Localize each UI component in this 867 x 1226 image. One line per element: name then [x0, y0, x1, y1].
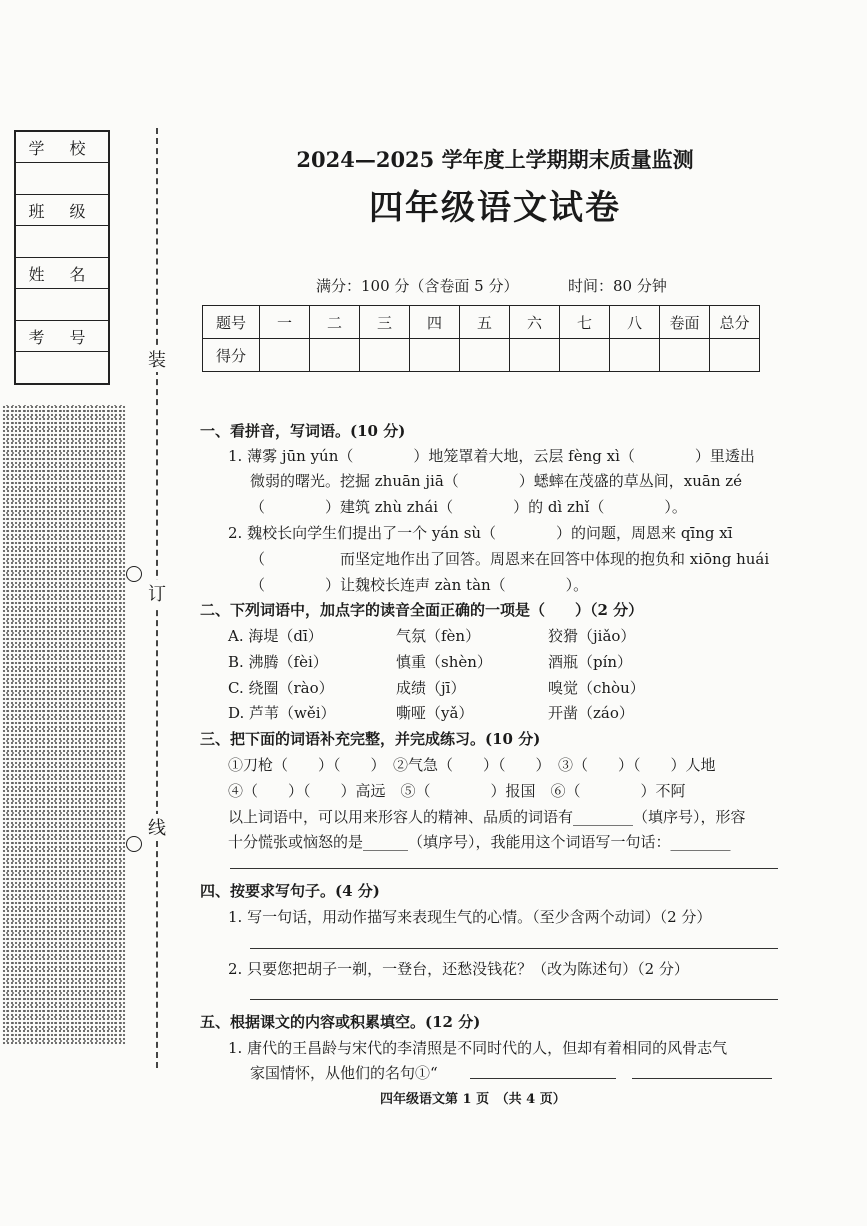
score-table-header-row — [203, 306, 760, 339]
s2-option: 开凿（záo） — [548, 704, 634, 722]
score-cell[interactable] — [560, 339, 610, 372]
s2-option: 嗅觉（chòu） — [548, 679, 645, 697]
s1-line: 2. 魏校长向学生们提出了一个 yán sù（ ）的问题，周恩来 qīng xī — [228, 524, 733, 542]
label-class: 班 级 — [16, 195, 108, 226]
score-cell[interactable] — [660, 339, 710, 372]
score-table — [202, 305, 760, 372]
section-3-title: 三、把下面的词语补充完整，并完成练习。(10 分) — [200, 730, 541, 748]
binding-hole-icon — [126, 566, 142, 582]
score-table-header: 五 — [460, 306, 510, 339]
score-cell[interactable] — [510, 339, 560, 372]
score-table-header: 题号 — [203, 306, 260, 339]
student-info-box — [14, 130, 110, 385]
s2-option: 成绩（jī） — [396, 679, 466, 697]
page-footer: 四年级语文第 1 页 （共 4 页） — [380, 1092, 566, 1107]
score-table-score-row — [203, 339, 760, 372]
s1-line: （ 而坚定地作出了回答。周恩来在回答中体现的抱负和 xiōng huái — [250, 550, 770, 568]
s2-option: 气氛（fèn） — [396, 627, 481, 645]
score-row-label: 得分 — [203, 339, 260, 372]
s3-answer-line[interactable] — [230, 868, 778, 869]
score-table-header: 六 — [510, 306, 560, 339]
subject-title: 四年级语文试卷 — [369, 188, 621, 228]
score-info: 满分：100 分（含卷面 5 分） — [316, 277, 519, 295]
field-class[interactable] — [16, 226, 108, 258]
score-cell[interactable] — [610, 339, 660, 372]
s1-line: 微弱的曙光。挖掘 zhuān jiā（ ）蟋蟀在茂盛的草丛间，xuān zé — [250, 472, 743, 490]
s3-line: 以上词语中，可以用来形容人的精神、品质的词语有________（填序号），形容 — [228, 808, 746, 826]
score-table-header: 四 — [410, 306, 460, 339]
score-cell[interactable] — [410, 339, 460, 372]
score-table-header: 八 — [610, 306, 660, 339]
s3-line: 十分慌张或恼怒的是______（填序号），我能用这个词语写一句话：________ — [228, 833, 731, 851]
section-4-title: 四、按要求写句子。(4 分) — [200, 882, 380, 900]
time-info: 时间：80 分钟 — [568, 277, 667, 295]
binding-hole-icon — [126, 836, 142, 852]
section-5-title: 五、根据课文的内容或积累填空。(12 分) — [200, 1013, 481, 1031]
field-school[interactable] — [16, 163, 108, 195]
score-table-header: 七 — [560, 306, 610, 339]
s1-line: 1. 薄雾 jūn yún（ ）地笼罩着大地，云层 fèng xì（ ）里透出 — [228, 447, 755, 465]
s5-line: 家国情怀，从他们的名句①“ — [250, 1064, 438, 1082]
score-table-header: 总分 — [710, 306, 760, 339]
score-cell[interactable] — [310, 339, 360, 372]
field-exam-number[interactable] — [16, 352, 108, 383]
exam-title: 2024—2025 学年度上学期期末质量监测 — [296, 147, 694, 172]
s4-q2-answer-line[interactable] — [250, 999, 778, 1000]
section-2-title: 二、下列词语中，加点字的读音全面正确的一项是（ ）（2 分） — [200, 601, 644, 619]
score-table-header: 三 — [360, 306, 410, 339]
s3-line: ①刀枪（ ）（ ） ②气急（ ）（ ） ③（ ）（ ）人地 — [228, 756, 716, 774]
s3-line: ④（ ）（ ）高远 ⑤（ ）报国 ⑥（ ）不阿 — [228, 782, 686, 800]
s4-q1: 1. 写一句话，用动作描写来表现生气的心情。（至少含两个动词）（2 分） — [228, 908, 712, 926]
s5-line: 1. 唐代的王昌龄与宋代的李清照是不同时代的人，但却有着相同的风骨志气 — [228, 1039, 728, 1057]
scan-noise-strip — [2, 405, 126, 1045]
s2-option: B. 沸腾（fèi） — [228, 653, 328, 671]
field-name[interactable] — [16, 289, 108, 321]
score-cell[interactable] — [710, 339, 760, 372]
s5-answer-line[interactable] — [632, 1078, 772, 1079]
score-cell[interactable] — [460, 339, 510, 372]
s5-answer-line[interactable] — [470, 1078, 616, 1079]
score-table-header: 二 — [310, 306, 360, 339]
label-exam-number: 考 号 — [16, 321, 108, 352]
s2-option: A. 海堤（dī） — [228, 627, 323, 645]
score-cell[interactable] — [260, 339, 310, 372]
s4-q1-answer-line[interactable] — [250, 948, 778, 949]
s2-option: 狡猾（jiǎo） — [548, 627, 636, 645]
label-name: 姓 名 — [16, 258, 108, 289]
score-table-header: 卷面 — [660, 306, 710, 339]
s2-option: C. 绕圈（rào） — [228, 679, 334, 697]
s4-q2: 2. 只要您把胡子一剃，一登台，还愁没钱花？（改为陈述句）（2 分） — [228, 960, 689, 978]
s2-option: D. 芦苇（wěi） — [228, 704, 336, 722]
section-1-title: 一、看拼音，写词语。(10 分) — [200, 422, 406, 440]
score-cell[interactable] — [360, 339, 410, 372]
score-table-header: 一 — [260, 306, 310, 339]
s1-line: （ ）让魏校长连声 zàn tàn（ ）。 — [250, 576, 589, 594]
binding-label-zhuang: 装 — [146, 346, 168, 372]
binding-label-ding: 订 — [146, 580, 168, 606]
binding-label-xian: 线 — [146, 814, 168, 840]
label-school: 学 校 — [16, 132, 108, 163]
s1-line: （ ）建筑 zhù zhái（ ）的 dì zhǐ（ ）。 — [250, 498, 687, 516]
s2-option: 酒瓶（pín） — [548, 653, 633, 671]
s2-option: 嘶哑（yǎ） — [396, 704, 474, 722]
s2-option: 慎重（shèn） — [396, 653, 492, 671]
